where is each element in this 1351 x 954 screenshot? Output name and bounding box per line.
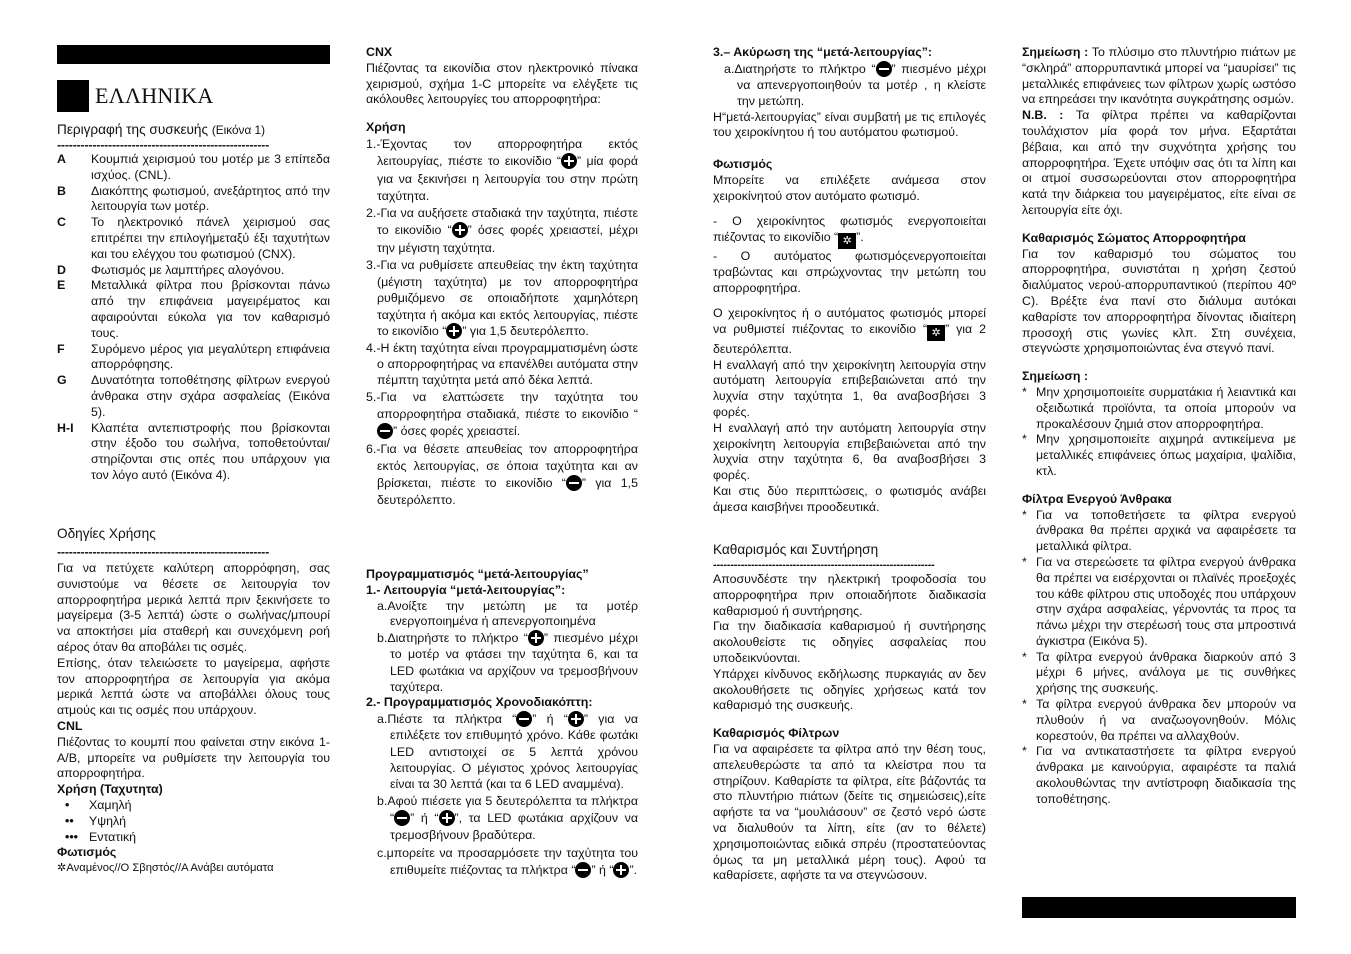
speed-intensive: ••• Εντατική: [65, 829, 137, 844]
cancel-title: 3.– Ακύρωση της “μετά-λειτουργίας”:: [713, 45, 933, 59]
part-item: [57, 184, 330, 216]
part-description: Φωτισμός με λαμπτήρες αλογόνου.: [91, 262, 285, 277]
part-key: F: [57, 341, 65, 356]
bullet-item: [1022, 432, 1296, 479]
part-key: G: [57, 373, 67, 388]
language-title: ΕΛΛΗΝΙΚΑ: [95, 83, 214, 109]
part-key: B: [57, 183, 66, 198]
note-title: Σημείωση :: [1022, 369, 1088, 384]
program-1a: a.Ανοίξτε την μετώπη με τα μοτέρ ενεργοποιημένα ή απενεργοποιημένα: [377, 598, 638, 629]
cancel-a: a.Διατηρήστε το πλήκτρο “ ” πιεσμένο μέχρι να απενεργοποιηθούν τα μοτέρ , η κλείστε την μετώπη.: [724, 61, 987, 109]
filters-paragraph: Για να αφαιρέσετε τα φίλτρα από την θέση τους, απελευθερώστε τα από τα κλείστρα που τα στηρίζουν. Καθαρίστε τα φίλτρα, είτε βάζοντάς τα στο πλυντήριο πιάτων (δείτε τις σημειώσεις),είτε αφήστε τα να “μουλιάσουν” σε ζεστό νερό ώστε να διαλυθούν τα λίπη, είτε (αν το θέλετε) χρησιμοποιώντας ειδικά σπρέυ (προστατεύοντας όμως τα μη μεταλλικά μέρη τους). Αφού τα καθαρίσετε, αφήστε τα να στεγνώσουν.: [713, 741, 986, 883]
part-description: Το ηλεκτρονικό πάνελ χειρισμού σας επιτρέπει την επιλογήμεταξύ έξι ταχυτήτων και του ελέγχου του φωτισμού (CNX).: [91, 215, 330, 261]
part-description: Δυνατότητα τοποθέτησης φίλτρων ενεργού άνθρακα στην σχάρα ασφαλείας (Εικόνα 5).: [91, 373, 330, 419]
part-item: [57, 373, 330, 420]
program-step-2: 2.- Προγραμματισμός Χρονοδιακόπτη:: [366, 695, 593, 710]
part-item: [57, 421, 330, 484]
header-bar: [57, 45, 330, 64]
program-2b: b.Αφού πιέσετε για 5 δευτερόλεπτα τα πλήκτρα “ ” ή “ ”, τα LED φωτάκια αρχίζουν να τρεμοσβήνουν βραδύτερα.: [377, 793, 638, 843]
program-1b: b.Διατηρήστε το πλήκτρο “ ” πιεσμένο μέχρι το μοτέρ να φτάσει την ταχύτητα 6, και τα LED φωτάκια να αρχίζουν να τρεμοσβήνουν ταχύτερα.: [377, 631, 639, 695]
light-both-cases: Και στις δύο περιπτώσεις, ο φωτισμός ανάβει άμεσα καισβήνει προοδευτικά.: [713, 483, 986, 514]
lighting-paragraph: Μπορείτε να επιλέξετε ανάμεσα στον χειροκίνητού στον αυτόματο φωτισμό.: [713, 173, 986, 203]
body-cleaning-paragraph: Για τον καθαρισμό του σώματος του απορροφητήρα, συνιστάται η χρήση ζεστού διαλύματος νερού-απορρυπαντικού (περίπου 40º C). Βρέξτε ένα πανί στο διάλυμα αυτόκαι καθαρίστε τον απορροφητήρα δίνοντας ιδιαίτερη προσοχή στις γωνίες κλπ. Στη συνέχεια, στεγνώστε χρησιμοποιώντας ένα στεγνό πανί.: [1022, 246, 1296, 356]
description-title: Περιγραφή της συσκευής (Εικόνα 1): [57, 122, 266, 137]
bullet-text: Τα φίλτρα ενεργού άνθρακα δεν μπορούν να πλυθούν ή να αναζωογονηθούν. Μόλις κορεστούν, θα πρέπει να αλλαχθούν.: [1036, 697, 1296, 743]
lamp-icon: ✲: [927, 325, 945, 341]
plus-icon: [568, 711, 584, 727]
part-key: H-I: [57, 420, 74, 435]
light-toggle-paragraph: Ο χειροκίνητος ή ο αυτόματος φωτισμός μπορεί να ρυθμιστεί πιέζοντας το εικονίδιο “ ✲ ” για 2 δευτερόλεπτα.: [713, 305, 986, 357]
filters-title: Καθαρισμός Φίλτρων: [713, 726, 840, 741]
part-item: [57, 342, 330, 374]
bullet-text: Μην χρησιμοποιείτε συρματάκια ή λειαντικά και οξειδωτικά προϊόντα, τα οποία μπορούν να προκαλέσουν ζημιά στον απορροφητήρα.: [1036, 384, 1296, 431]
plus-icon: [528, 630, 544, 646]
part-key: E: [57, 278, 66, 293]
lamp-icon: ✲: [838, 233, 856, 249]
minus-icon: [394, 810, 410, 826]
speed-title: Χρήση (Ταχυτητα): [57, 782, 163, 797]
use-step-1: 1.-Έχοντας τον απορροφητήρα εκτός λειτουργίας, πιέστε το εικονίδιο “ ” μία φορά για να ξεκινήσει η λειτουργία του στην πρώτη ταχύτητα.: [366, 136, 638, 203]
bullet-item: [1022, 650, 1296, 697]
asterisk-icon: *: [1022, 744, 1027, 759]
bullet-item: [1022, 385, 1296, 432]
light-switch-manual: Η εναλλαγή από την αυτόματη λειτουργία στην χειροκίνητη λειτουργία επιβεβαιώνεται από την λυχνία στην ταχύτητα 6, θα αναβοσβήσει 3 φορές.: [713, 420, 986, 483]
carbon-filters-list: [1022, 508, 1296, 808]
part-description: Κουμπιά χειρισμού του μοτέρ με 3 επίπεδα ισχύος. (CNL).: [91, 152, 330, 182]
part-description: Κλαπέτα αντεπιστροφής που βρίσκονται στην έξοδο του σωλήνα, τοποθετούνται/στηρίζονται στις οπές που υπάρχουν για τον λόγο αυτό (Εικόνα 4).: [91, 420, 330, 482]
asterisk-icon: *: [1022, 432, 1027, 447]
plus-icon: [452, 222, 468, 238]
language-heading: [57, 80, 214, 112]
minus-icon: [575, 862, 591, 878]
cnx-title: CNX: [366, 45, 393, 59]
cnx-paragraph: Πιέζοντας τα εικονίδια στον ηλεκτρονικό πίνακα χειρισμού, σχήμα 1-C μπορείτε να ελέγξετε τις ακόλουθες λειτουργίες του απορροφητήρα:: [366, 60, 638, 107]
plus-icon: [613, 862, 629, 878]
speed-high: •• Υψηλή: [65, 813, 127, 828]
use-step-2: 2.-Για να αυξήσετε σταδιακά την ταχύτητα, πιέστε το εικονίδιο “ ” όσες φορές χρειαστεί, μέχρι την μέγιστη ταχύτητα.: [366, 206, 638, 255]
lighting-title: Φωτισμός: [57, 845, 117, 860]
part-item: [57, 278, 330, 341]
part-description: Συρόμενο μέρος για μεγαλύτερη επιφάνεια απορρόφησης.: [91, 341, 330, 372]
three-dot-icon: •••: [65, 829, 79, 844]
note-list: [1022, 385, 1296, 480]
parts-list: [57, 152, 330, 484]
plus-icon: [561, 153, 577, 169]
lighting-line: ✲Αναμένος//Ο Σβηστός//Α Ανάβει αυτόματα: [57, 862, 274, 875]
part-key: A: [57, 152, 66, 166]
lamp-icon: ✲: [57, 862, 67, 875]
use-step-3: 3.-Για να ρυθμίσετε απευθείας την έκτη ταχύτητα (μέγιστη ταχύτητα) με τον απορροφητήρα ρυθμιζόμενο σε οποιαδήποτε χαμηλότερη ταχύτητα ή ακόμα και εκτός λειτουργίας, πιέστε το εικονίδιο “ ” για 1,5 δευτερόλεπτο.: [366, 258, 638, 339]
divider: ------------------------------------------------------: [57, 139, 270, 152]
asterisk-icon: *: [1022, 384, 1027, 399]
speed-list: [57, 798, 330, 845]
use-step-6: 6.-Για να θέσετε απευθείας τον απορροφητήρα εκτός λειτουργίας, σε όποια ταχύτητα και αν βρίσκεται, πιέστε το εικονίδιο “ ” για 1,5 δευτερόλεπτο.: [366, 441, 638, 508]
bullet-item: [1022, 744, 1296, 807]
bullet-item: [1022, 555, 1296, 650]
cleaning-paragraph-3: Υπάρχει κίνδυνος εκδήλωσης πυρκαγιάς αν δεν ακολουθήσετε τις οδηγίες χρήσεως κατά τον καθαρισμό της συσκευής.: [713, 666, 986, 713]
plus-icon: [446, 323, 462, 339]
cnl-title: CNL: [57, 718, 83, 733]
manual-light: - Ο χειροκίνητος φωτισμός ενεργοποιείται πιέζοντας το εικονίδιο “ ✲ ”.: [713, 213, 986, 248]
cancel-paragraph: Η“μετά-λειτουργίας” είναι συμβατή με τις επιλογές του χειροκίνητου ή του αυτόματου φωτισμού.: [713, 109, 986, 140]
program-2a: a.Πιέστε τα πλήκτρα “ ” ή “ ” για να επιλέξετε τον επιθυμητό χρόνο. Κάθε φωτάκι LED αντιστοιχεί σε 5 λεπτά χρόνου λειτουργίας. Ο μέγιστος χρόνος λειτουργίας είναι τα 30 λεπτά (και τα 6 LED αναμμένα).: [377, 712, 638, 792]
asterisk-icon: *: [1022, 554, 1027, 569]
asterisk-icon: *: [1022, 507, 1027, 522]
minus-icon: [876, 61, 892, 77]
asterisk-icon: *: [1022, 697, 1027, 712]
part-key: D: [57, 262, 66, 277]
use-step-5: 5.-Για να ελαττώσετε την ταχύτητα του απορροφητήρα σταδιακά, πιέστε το εικονίδιο “” όσες φορές χρειαστεί.: [366, 389, 638, 439]
minus-icon: [566, 475, 582, 491]
usage-title: Οδηγίες Χρήσης: [57, 526, 156, 541]
bullet-text: Για να αντικαταστήσετε τα φίλτρα ενεργού άνθρακα με καινούργια, αφαιρέστε τα παλιά ακολουθώντας την αντίστροφη διαδικασία της τοποθέτησης.: [1036, 744, 1296, 806]
note-dishwasher: Σημείωση : Το πλύσιμο στο πλυντήριο πιάτων με “σκληρά” απορρυπαντικά μπορεί να “μαυρίσει” τις μεταλλικές επιφάνειες των φίλτρων χωρίς ωστόσο να επηρεάσει την ικανότητα συγκράτησης οσμών.: [1022, 45, 1296, 107]
cnl-paragraph: Πιέζοντας το κουμπί που φαίνεται στην εικόνα 1-A/B, μπορείτε να ρυθμίσετε την λειτουργία του απορροφητήρα.: [57, 734, 330, 781]
program-step-1: 1.- Λειτουργία “μετά-λειτουργίας”:: [366, 582, 566, 597]
bullet-text: Για να στερεώσετε τα φίλτρα ενεργού άνθρακα θα πρέπει να εισέρχονται οι πλαϊνές προεξοχές του κάθε φίλτρου στις υποδοχές που υπάρχουν στην σχάρα ασφαλείας, γέρνοντάς τα προς τα πάνω μέχρι την στερέωσή τους στα μπροστινά άγκιστρα (Εικόνα 5).: [1036, 554, 1296, 648]
footer-bar: [1022, 897, 1296, 918]
speed-low: • Χαμηλή: [65, 797, 132, 812]
body-cleaning-title: Καθαρισμός Σώματος Απορροφητήρα: [1022, 230, 1246, 245]
use-title: Χρήση: [366, 120, 406, 135]
usage-paragraph-2: Επίσης, όταν τελειώσετε το μαγείρεμα, αφήστε τον απορροφητήρα σε λειτουργία για ακόμα μερικά λεπτά ώστε να αποβάλλει όλους τους ατμούς και τις οσμές που υπάρχουν.: [57, 655, 330, 718]
program-title: Προγραμματισμός “μετά-λειτουργίας”: [366, 567, 589, 581]
nb-paragraph: N.B. : Τα φίλτρα πρέπει να καθαρίζονται τουλάχιστον μία φορά τον μήνα. Εξαρτάται βέβαια, και από την συχνότητα χρήσης του απορροφητήρα. Έχετε υπόψιν σας ότι τα λίπη και οι ατμοί συσσωρεύονται στον απορροφητήρα κατά την διάρκεια του μαγειρέματος, είτε είναι σε λειτουργία είτε όχι.: [1022, 108, 1296, 217]
lighting-title: Φωτισμός: [713, 157, 773, 172]
divider: ----------------------------------------------------------------: [713, 559, 935, 571]
cleaning-paragraph-1: Αποσυνδέστε την ηλεκτρική τροφοδοσία του απορροφητήρα πριν οποιαδήποτε διαδικασία καθαρισμού ή συντήρησης.: [713, 572, 986, 618]
light-switch-auto: Η εναλλαγή από την χειροκίνητη λειτουργία στην αυτόματη λειτουργία επιβεβαιώνεται από την λυχνία στην ταχύτητα 1, θα αναβοσβήσει 3 φορές.: [713, 357, 986, 419]
use-step-4: 4.-Η έκτη ταχύτητα είναι προγραμματισμένη ώστε ο απορροφητήρας να επανέλθει αυτόματα στην πέμπτη ταχύτητα μετά από δέκα λεπτά.: [366, 341, 638, 388]
one-dot-icon: •: [65, 797, 70, 812]
cleaning-title: Καθαρισμός και Συντήρηση: [713, 542, 879, 557]
minus-icon: [377, 423, 393, 439]
divider: ------------------------------------------------------: [57, 546, 270, 559]
bullet-item: [1022, 508, 1296, 555]
bullet-text: Μην χρησιμοποιείτε αιχμηρά αντικείμενα με μεταλλικές επιφάνειες όπως μαχαίρια, ψαλίδια, κτλ.: [1036, 432, 1296, 478]
part-item: [57, 263, 330, 279]
part-item: [57, 215, 330, 262]
part-description: Διακόπτης φωτισμού, ανεξάρτητος από την λειτουργία των μοτέρ.: [91, 183, 330, 214]
carbon-filters-title: Φίλτρα Ενεργού Άνθρακα: [1022, 491, 1172, 506]
two-dot-icon: ••: [65, 813, 74, 828]
part-item: [57, 152, 330, 184]
usage-paragraph-1: Για να πετύχετε καλύτερη απορρόφηση, σας συνιστούμε να θέσετε σε λειτουργία τον απορροφητήρα μερικά λεπτά πριν ξεκινήσετε το μαγείρεμα (3-5 λεπτά) ώστε ο σωλήνας/μπουρί να αποκτήσει μία σταθερή και συνεχόμενη ροή αέρος όταν θα αποβάλει τις οσμές.: [57, 561, 330, 654]
program-2c: c.μπορείτε να προσαρμόσετε την ταχύτητα του επιθυμείτε πιέζοντας τα πλήκτρα “ ” ή “ ”.: [377, 845, 638, 877]
part-description: Μεταλλικά φίλτρα που βρίσκονται πάνω από την επιφάνεια μαγειρέματος και αφαιρούνται εύκολα για τον καθαρισμό τους.: [91, 278, 330, 340]
language-marker-square: [57, 80, 89, 112]
asterisk-icon: *: [1022, 649, 1027, 664]
part-key: C: [57, 215, 66, 230]
bullet-text: Τα φίλτρα ενεργού άνθρακα διαρκούν από 3 μέχρι 6 μήνες, ανάλογα με τις συνθήκες χρήσης της συσκευής.: [1036, 649, 1296, 696]
minus-icon: [516, 711, 532, 727]
bullet-item: [1022, 697, 1296, 744]
cleaning-paragraph-2: Για την διαδικασία καθαρισμού ή συντήρησης ακολουθείστε τις οδηγίες ασφαλείας που υποδεικνύονται.: [713, 619, 986, 665]
bullet-text: Για να τοποθετήσετε τα φίλτρα ενεργού άνθρακα θα πρέπει αρχικά να αφαιρέσετε τα μεταλλικά φίλτρα.: [1036, 507, 1296, 554]
auto-light: - Ο αυτόματος φωτισμόςενεργοποιείται τραβώντας και σπρώχνοντας την μετώπη του απορροφητήρα.: [713, 249, 986, 295]
plus-icon: [439, 810, 455, 826]
